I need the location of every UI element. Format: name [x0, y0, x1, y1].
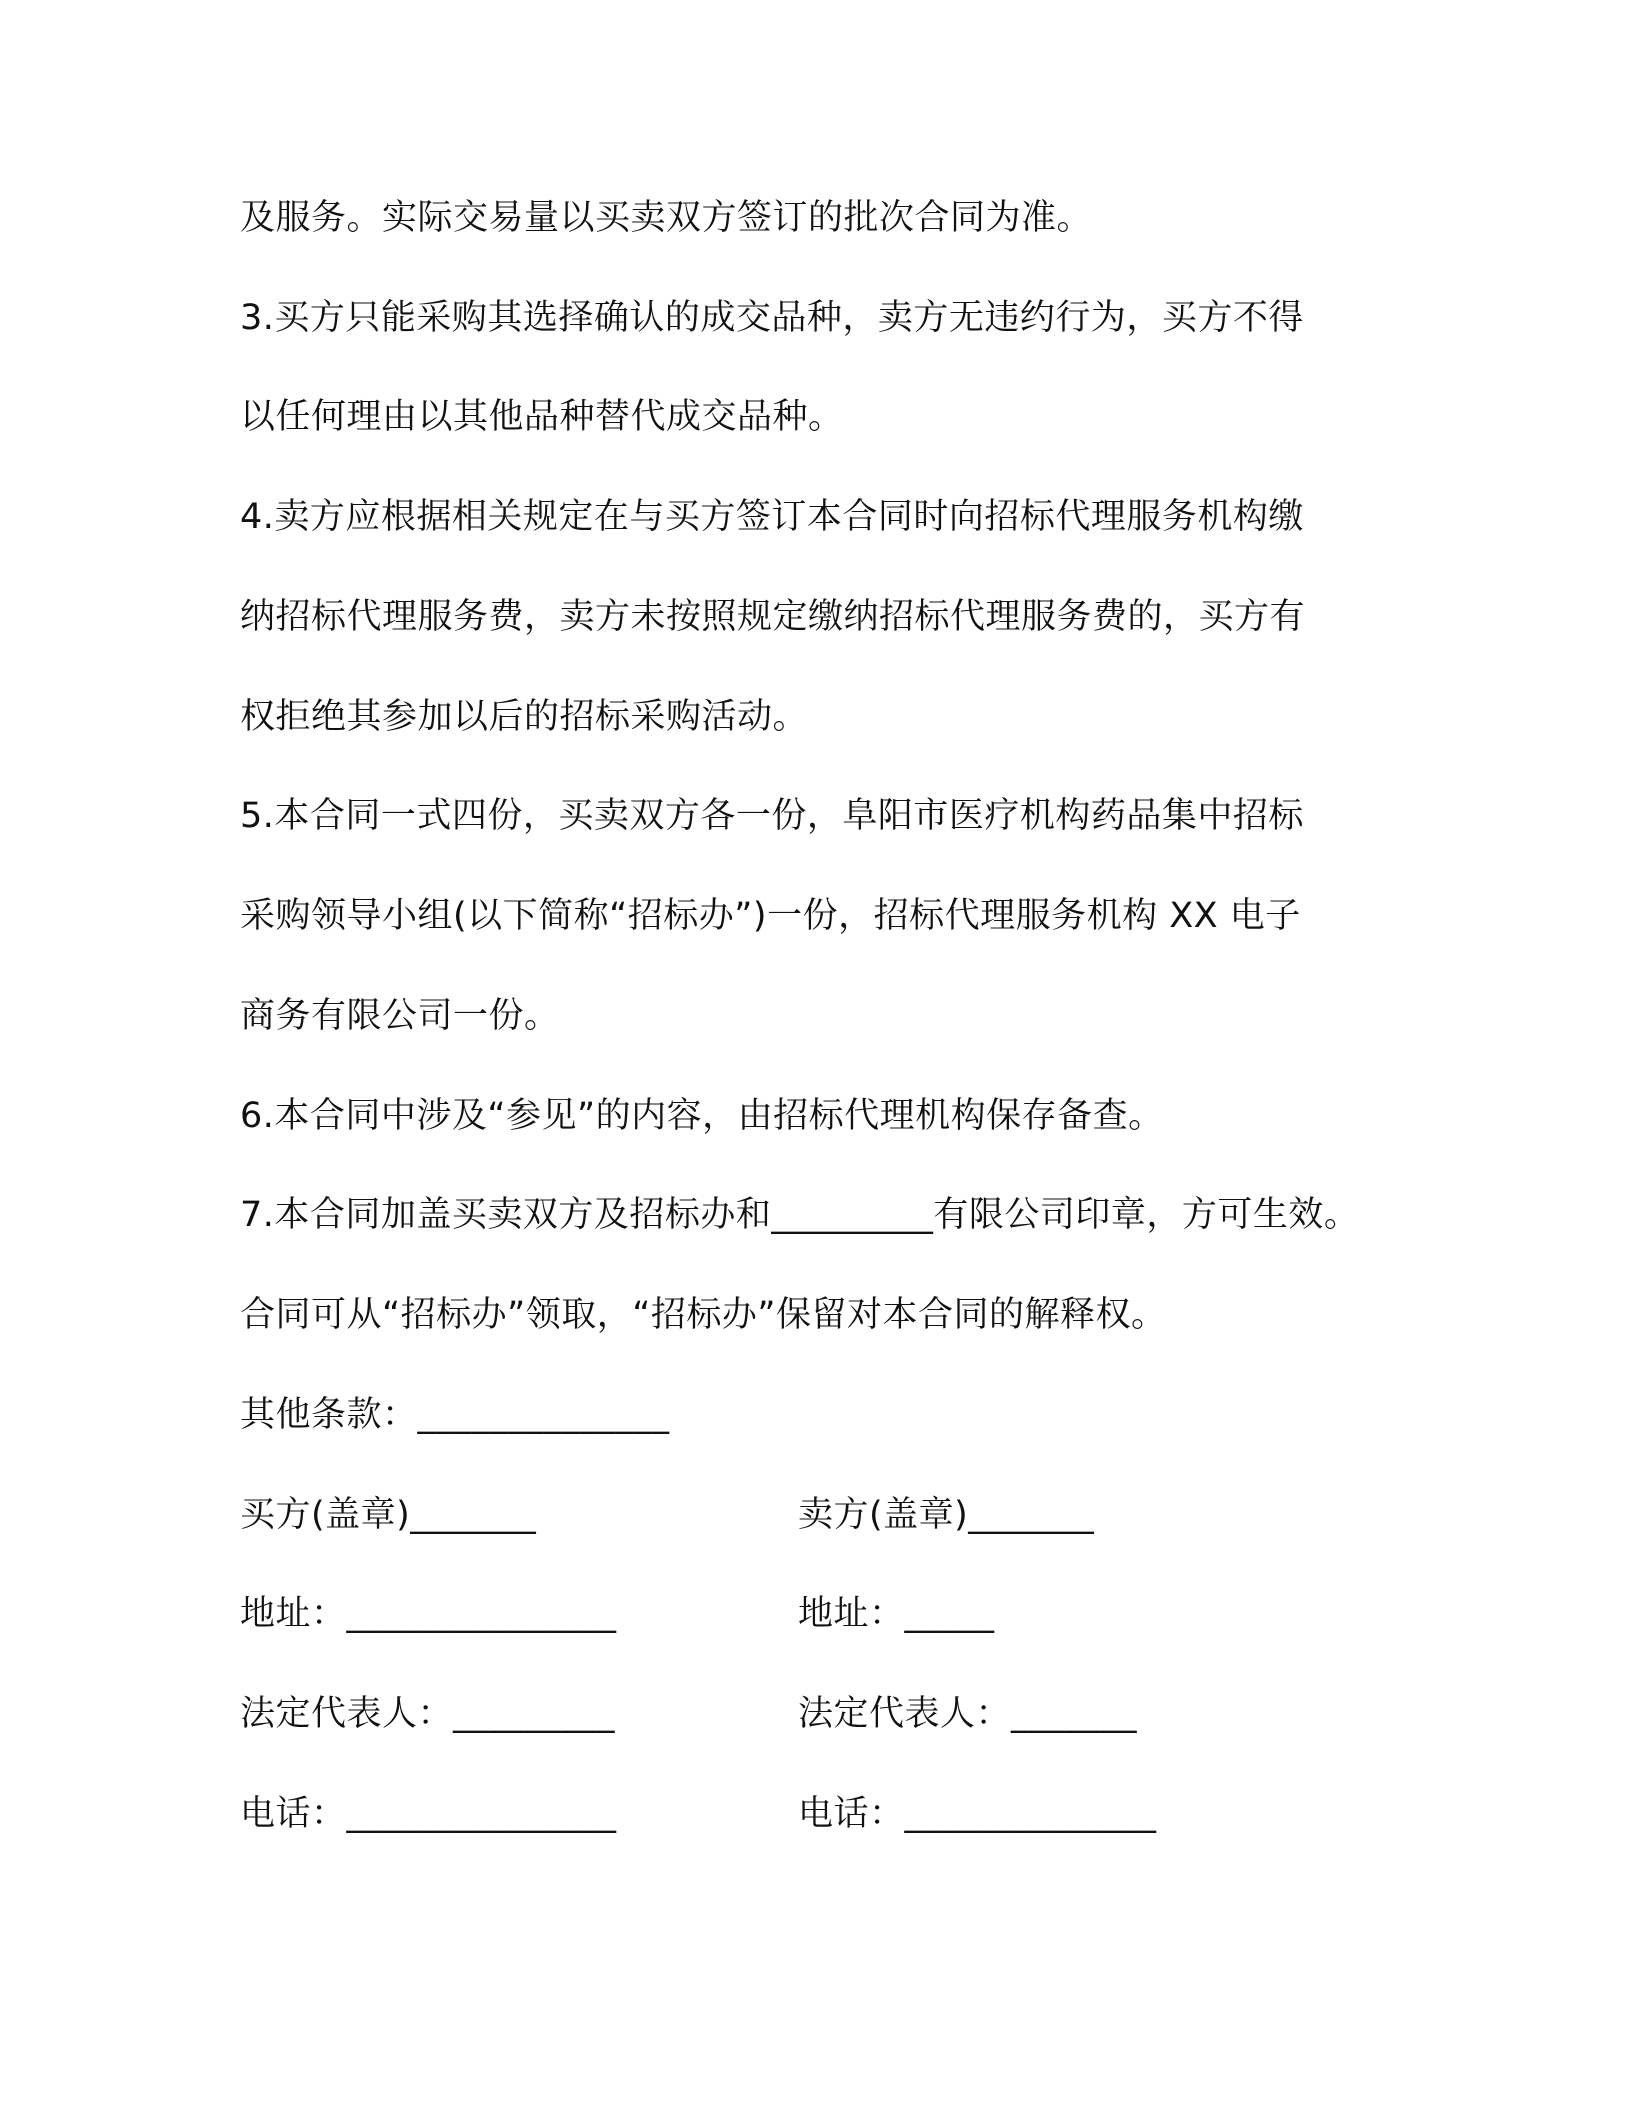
paragraph-line: 及服务。实际交易量以买卖双方签订的批次合同为准。 [240, 198, 1093, 238]
buyer-seal: 买方(盖章)_______ [240, 1495, 537, 1535]
buyer-legal-rep: 法定代表人：_________ [240, 1694, 616, 1734]
seller-legal-rep: 法定代表人：_______ [798, 1694, 1138, 1734]
buyer-phone: 电话：_______________ [240, 1794, 617, 1834]
paragraph-line: 纳招标代理服务费，卖方未按照规定缴纳招标代理服务费的，买方有 [240, 597, 1306, 637]
paragraph-line: 4.卖方应根据相关规定在与买方签订本合同时向招标代理服务机构缴 [240, 497, 1304, 537]
paragraph-line: 6.本合同中涉及“参见”的内容，由招标代理机构保存备查。 [240, 1096, 1164, 1136]
other-terms-line: 其他条款：______________ [240, 1395, 670, 1435]
paragraph-line: 合同可从“招标办”领取，“招标办”保留对本合同的解释权。 [240, 1295, 1167, 1335]
buyer-address: 地址：_______________ [240, 1594, 617, 1634]
paragraph-line: 3.买方只能采购其选择确认的成交品种，卖方无违约行为，买方不得 [240, 298, 1304, 338]
seller-seal: 卖方(盖章)_______ [798, 1495, 1095, 1535]
paragraph-line: 7.本合同加盖买卖双方及招标办和_________有限公司印章，方可生效。 [240, 1195, 1360, 1235]
paragraph-line: 以任何理由以其他品种替代成交品种。 [240, 397, 844, 437]
paragraph-line: 5.本合同一式四份，买卖双方各一份，阜阳市医疗机构药品集中招标 [240, 796, 1304, 836]
paragraph-line: 采购领导小组(以下简称“招标办”)一份，招标代理服务机构 XX 电子 [240, 896, 1301, 936]
seller-phone: 电话：______________ [798, 1794, 1157, 1834]
seller-address: 地址：_____ [798, 1594, 995, 1634]
paragraph-line: 权拒绝其参加以后的招标采购活动。 [240, 697, 809, 737]
paragraph-line: 商务有限公司一份。 [240, 996, 560, 1036]
